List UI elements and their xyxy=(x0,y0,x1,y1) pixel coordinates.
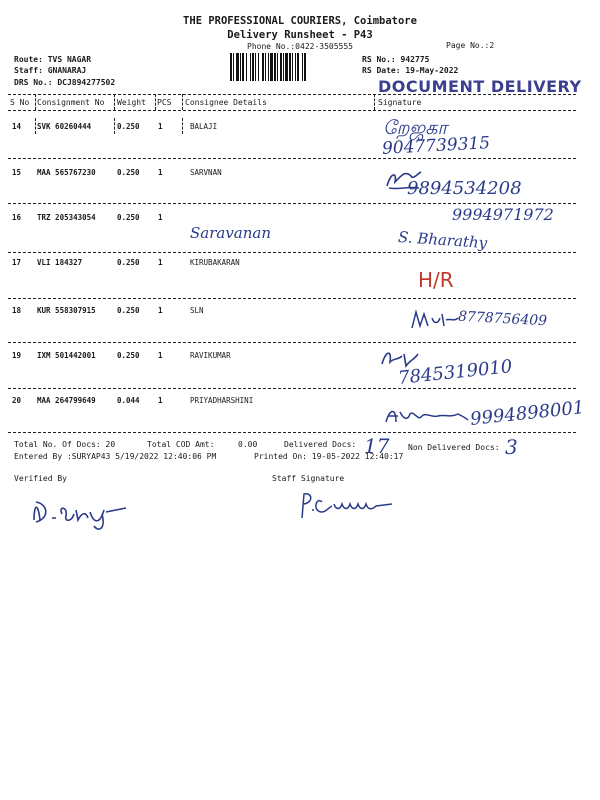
col-sep xyxy=(35,118,36,134)
verified-by-label: Verified By xyxy=(14,474,67,483)
table-bottom-rule xyxy=(8,432,576,433)
row-divider xyxy=(8,388,576,389)
row-sno: 18 xyxy=(12,306,22,315)
runsheet-title: Delivery Runsheet - P43 xyxy=(227,29,373,41)
row-divider xyxy=(8,158,576,159)
document-delivery-stamp: DOCUMENT DELIVERY xyxy=(378,77,582,96)
rs-number: RS No.: 942775 xyxy=(362,55,430,64)
row-pcs: 1 xyxy=(158,351,163,360)
row-weight: 0.250 xyxy=(117,258,140,267)
row-weight: 0.250 xyxy=(117,213,140,222)
row-weight: 0.044 xyxy=(117,396,140,405)
col-sep xyxy=(155,94,156,110)
row-consignment: MAA 264799649 xyxy=(37,396,96,405)
company-title: THE PROFESSIONAL COURIERS, Coimbatore xyxy=(183,15,417,27)
table-header-rule xyxy=(8,110,576,111)
row-pcs: 1 xyxy=(158,122,163,131)
col-sep xyxy=(114,94,115,110)
handwritten-name: S. Bharathy xyxy=(397,227,488,253)
staff-signature xyxy=(296,488,406,524)
non-delivered-count: 3 xyxy=(505,435,518,459)
route-label: Route: TVS NAGAR xyxy=(14,55,92,64)
row-consignment: TRZ 205343054 xyxy=(37,213,96,222)
handwritten-phone: 9047739315 xyxy=(381,133,491,159)
handwritten-phone: 9994898001 xyxy=(469,397,586,430)
row-divider xyxy=(8,342,576,343)
row-sno: 15 xyxy=(12,168,22,177)
verified-signature xyxy=(28,496,148,532)
cod-label: Total COD Amt: xyxy=(147,440,215,449)
rs-date: RS Date: 19-May-2022 xyxy=(362,66,459,75)
handwritten-phone: 9894534208 xyxy=(407,178,522,199)
row-sno: 17 xyxy=(12,258,22,267)
row-weight: 0.250 xyxy=(117,351,140,360)
row-weight: 0.250 xyxy=(117,306,140,315)
col-header-consignment: Consignment No xyxy=(37,98,105,107)
entered-by: Entered By :SURYAP43 5/19/2022 12:40:06 PM xyxy=(14,452,217,461)
col-header-pcs: PCS xyxy=(157,98,172,107)
delivered-count: 17 xyxy=(364,434,390,458)
handwritten-phone: 9994971972 xyxy=(452,205,554,224)
row-consignee: BALAJI xyxy=(190,122,218,131)
total-docs: Total No. Of Docs: 20 xyxy=(14,440,116,449)
signature-scribble xyxy=(382,404,472,428)
printed-on: Printed On: 19-05-2022 12:40:17 xyxy=(254,452,404,461)
row-pcs: 1 xyxy=(158,306,163,315)
non-delivered-label: Non Delivered Docs: xyxy=(408,443,500,452)
handwritten-name: றேஜகா xyxy=(383,117,448,139)
col-sep xyxy=(35,94,36,110)
row-consignment: SVK 60260444 xyxy=(37,122,92,131)
handwritten-mark: H/R xyxy=(418,268,454,292)
page-number: Page No.:2 xyxy=(446,41,495,50)
row-pcs: 1 xyxy=(158,168,163,177)
col-sep xyxy=(182,94,183,110)
barcode xyxy=(230,53,356,81)
col-header-consignee: Consignee Details xyxy=(185,98,267,107)
row-sno: 14 xyxy=(12,122,22,131)
col-sep xyxy=(114,118,115,134)
row-weight: 0.250 xyxy=(117,168,140,177)
row-sno: 20 xyxy=(12,396,22,405)
delivered-label: Delivered Docs: xyxy=(284,440,357,449)
phone-number: Phone No.:0422-3505555 xyxy=(247,42,353,51)
col-header-sno: S No xyxy=(10,98,30,107)
row-divider xyxy=(8,203,576,204)
row-consignee: KIRUBAKARAN xyxy=(190,258,240,267)
col-sep xyxy=(374,94,375,110)
row-consignee: PRIYADHARSHINI xyxy=(190,396,254,405)
row-pcs: 1 xyxy=(158,213,163,222)
row-weight: 0.250 xyxy=(117,122,140,131)
handwritten-phone: 7845319010 xyxy=(397,356,514,389)
row-pcs: 1 xyxy=(158,396,163,405)
handwritten-consignee: Saravanan xyxy=(190,224,272,242)
row-consignee: RAVIKUMAR xyxy=(190,351,231,360)
signature-scribble xyxy=(410,308,460,332)
row-consignment: IXM 501442001 xyxy=(37,351,96,360)
row-sno: 19 xyxy=(12,351,22,360)
drs-number: DRS No.: DCJ894277502 xyxy=(14,78,116,87)
row-consignment: VLI 184327 xyxy=(37,258,83,267)
table-top-rule xyxy=(8,94,576,95)
row-consignment: MAA 565767230 xyxy=(37,168,96,177)
row-consignment: KUR 558307915 xyxy=(37,306,96,315)
col-sep xyxy=(182,118,183,134)
staff-signature-label: Staff Signature xyxy=(272,474,345,483)
row-divider xyxy=(8,252,576,253)
row-consignee: SLN xyxy=(190,306,204,315)
handwritten-phone: 8778756409 xyxy=(457,308,548,330)
row-pcs: 1 xyxy=(158,258,163,267)
col-header-signature: Signature xyxy=(378,98,422,107)
cod-amount: 0.00 xyxy=(238,440,258,449)
row-consignee: SARVNAN xyxy=(190,168,222,177)
row-sno: 16 xyxy=(12,213,22,222)
row-divider xyxy=(8,298,576,299)
col-header-weight: Weight xyxy=(117,98,146,107)
staff-label: Staff: GNANARAJ xyxy=(14,66,87,75)
